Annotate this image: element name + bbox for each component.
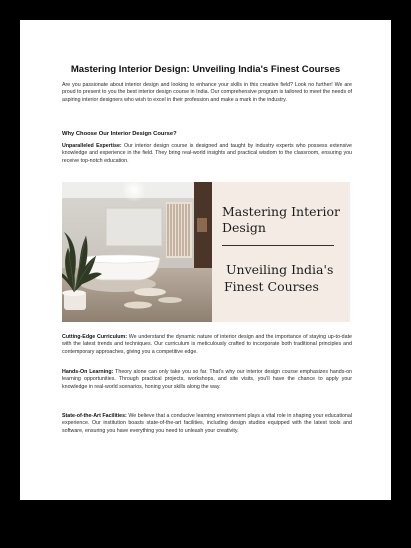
course-banner-image — [62, 182, 350, 322]
hands-on-paragraph — [62, 369, 352, 391]
interior-photo — [62, 182, 212, 322]
expertise-paragraph — [62, 143, 352, 165]
banner-line-3: Unveiling India's — [226, 262, 334, 277]
banner-title — [222, 182, 350, 322]
curriculum-label: Cutting-Edge Curriculum: — [62, 334, 128, 340]
banner-divider — [222, 245, 334, 246]
intro-paragraph: Are you passionate about interior design and looking to enhance your skills in this creative field? Look no further! We are proud to present to you the best interior design course in India. Our comprehensive program is tailored to meet the needs of aspiring interior designers who wish to excel in their profession and make a mark in the industry. — [62, 82, 352, 103]
page-title: Mastering Interior Design: Unveiling India's Finest Courses — [70, 64, 341, 75]
facilities-paragraph — [62, 413, 352, 435]
curriculum-paragraph — [62, 334, 352, 356]
document-page — [20, 20, 391, 500]
facilities-label: State-of-the-Art Facilities: — [62, 413, 127, 419]
curriculum-text: We understand the dynamic nature of interior design and the importance of staying up-to-date with the latest trends and techniques. Our curriculum is meticulously crafted to incorporate both traditional principles and contemporary approaches, giving you a competitive edge. — [62, 334, 352, 355]
facilities-text: We believe that a conducive learning environment plays a vital role in shaping your educational experience. Our institution boasts state-of-the-art facilities, including design studios equipped with the latest tools and software, ensuring you have everything you need to unleash your creativity. — [62, 413, 352, 434]
expertise-text: Our interior design course is designed and taught by industry experts who possess extensive knowledge and experience in the field. They bring real-world insights and practical wisdom to the classroom, ensuring you receive top-notch education. — [62, 143, 352, 164]
hands-on-text: Theory alone can only take you so far. That's why our interior design course emphasizes hands-on learning opportunities. Through practical projects, workshops, and site visits, you'll have the chance to apply your knowledge in real-world scenarios, honing your skills along the way. — [62, 369, 352, 390]
hands-on-label: Hands-On Learning: — [62, 369, 114, 375]
expertise-label: Unparalleled Expertise: — [62, 143, 122, 149]
banner-line-1: Mastering Interior — [222, 204, 340, 219]
banner-line-2: Design — [222, 220, 266, 235]
banner-line-4: Finest Courses — [224, 279, 319, 294]
section-heading: Why Choose Our Interior Design Course? — [62, 131, 177, 137]
